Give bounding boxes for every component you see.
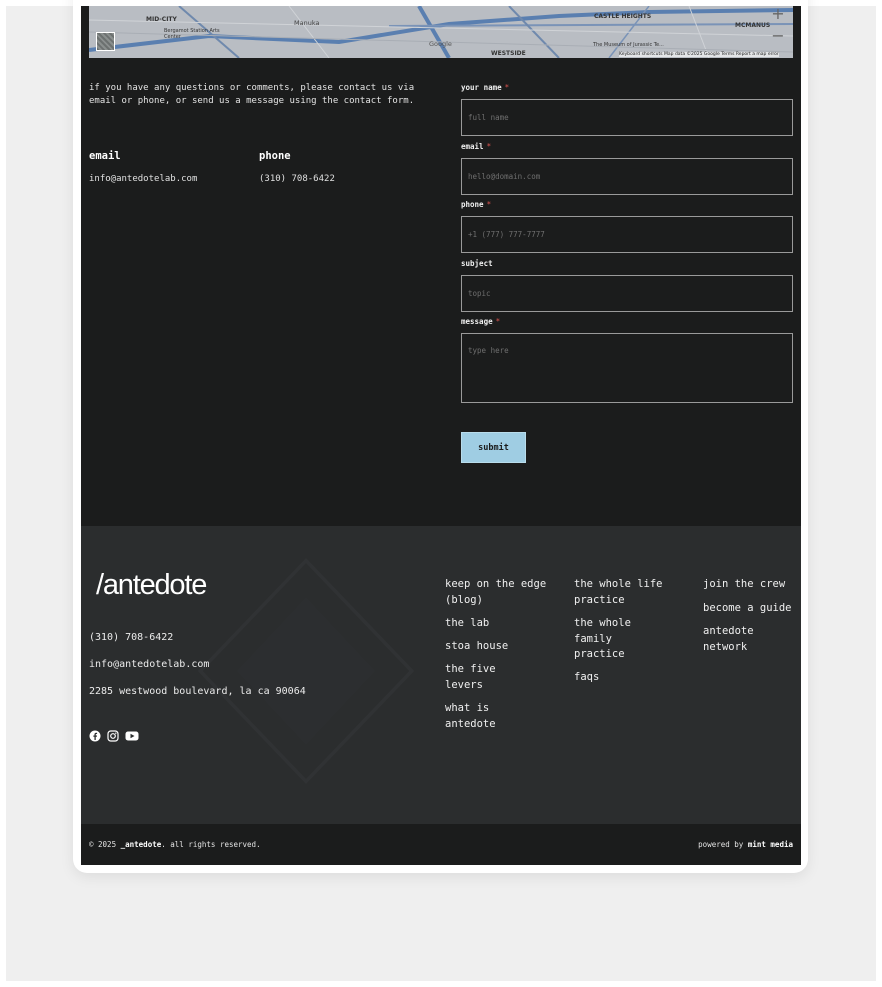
copyright-brand: _antedote [120, 840, 162, 849]
email-block [89, 150, 197, 184]
footer-link-join-the-crew[interactable]: join the crew [703, 578, 786, 590]
facebook-icon[interactable] [89, 727, 101, 739]
copyright-prefix: © 2025 [89, 840, 121, 849]
footer-link-what-is-antedote[interactable]: what is antedote [445, 702, 496, 730]
phone-heading: phone [259, 150, 291, 162]
social-links [89, 727, 139, 739]
footer-link-antedote-network[interactable]: antedote network [703, 625, 754, 653]
message-label-text: message [461, 317, 493, 326]
name-input[interactable] [461, 99, 793, 136]
powered-prefix: powered by [698, 840, 748, 849]
subject-label [461, 259, 493, 268]
email-heading: email [89, 150, 121, 162]
footer-link-the-lab[interactable]: the lab [445, 617, 490, 629]
footer-link-stoa-house[interactable]: stoa house [445, 640, 509, 652]
submit-button[interactable]: submit [461, 432, 526, 463]
map-label: MCMANUS [735, 22, 771, 29]
youtube-icon[interactable] [125, 727, 139, 739]
footer-address: 2285 westwood boulevard, la ca 90064 [89, 686, 306, 697]
subject-input[interactable] [461, 275, 793, 312]
message-label [461, 317, 500, 326]
zoom-in-button[interactable]: + [771, 6, 785, 23]
subject-label-text: subject [461, 259, 493, 268]
instagram-icon[interactable] [107, 727, 119, 739]
email-label [461, 142, 491, 151]
footer-link-become-a-guide[interactable]: become a guide [703, 602, 792, 614]
phone-block [259, 150, 335, 184]
footer-link-faqs[interactable]: faqs [574, 671, 600, 683]
required-mark: * [504, 83, 510, 92]
required-mark: * [495, 317, 501, 326]
phone-value[interactable]: (310) 708-6422 [259, 174, 335, 184]
footer-link-blog[interactable]: keep on the edge (blog) [445, 578, 547, 606]
footer-link-whole-life-practice[interactable]: the whole life practice [574, 578, 663, 606]
copyright-suffix: . all rights reserved. [161, 840, 261, 849]
footer-email[interactable]: info@antedotelab.com [89, 659, 210, 670]
page-screen [81, 6, 801, 865]
footer-logo[interactable]: /antedote [96, 569, 207, 601]
decorative-shape-icon [191, 556, 421, 786]
map-label: WESTSIDE [491, 50, 526, 57]
map-layer-thumbnail[interactable] [96, 32, 115, 51]
powered-by [698, 840, 793, 849]
phone-label [461, 200, 491, 209]
footer-bottom-bar [81, 824, 801, 865]
map-embed[interactable] [89, 6, 793, 58]
required-mark: * [486, 200, 492, 209]
zoom-out-button[interactable]: − [771, 26, 785, 45]
phone-label-text: phone [461, 200, 484, 209]
map-label: CASTLE HEIGHTS [594, 13, 652, 20]
email-value[interactable]: info@antedotelab.com [89, 174, 198, 184]
site-footer [81, 526, 801, 824]
name-label [461, 83, 509, 92]
email-input[interactable] [461, 158, 793, 195]
map-label: Manuka [294, 19, 320, 27]
copyright [89, 840, 261, 849]
email-label-text: email [461, 142, 484, 151]
map-attribution[interactable]: Keyboard shortcuts Map data ©2025 Google Terms Report a map error [619, 52, 779, 57]
map-label: Bergamot Station Arts Center [164, 28, 220, 40]
required-mark: * [486, 142, 492, 151]
footer-link-whole-family-practice[interactable]: the whole family practice [574, 617, 631, 660]
message-textarea[interactable] [461, 333, 793, 403]
contact-intro: if you have any questions or comments, please contact us via email or phone, or send us a message using the contact form. [89, 83, 415, 106]
powered-brand-link[interactable]: mint media [747, 840, 793, 849]
footer-link-five-levers[interactable]: the five levers [445, 663, 496, 691]
phone-input[interactable] [461, 216, 793, 253]
map-label: MID-CITY [146, 16, 177, 23]
footer-phone[interactable]: (310) 708-6422 [89, 632, 174, 643]
name-label-text: your name [461, 83, 502, 92]
map-google-logo: Google [429, 40, 452, 48]
map-label: The Museum of Jurassic Te... [593, 42, 664, 48]
